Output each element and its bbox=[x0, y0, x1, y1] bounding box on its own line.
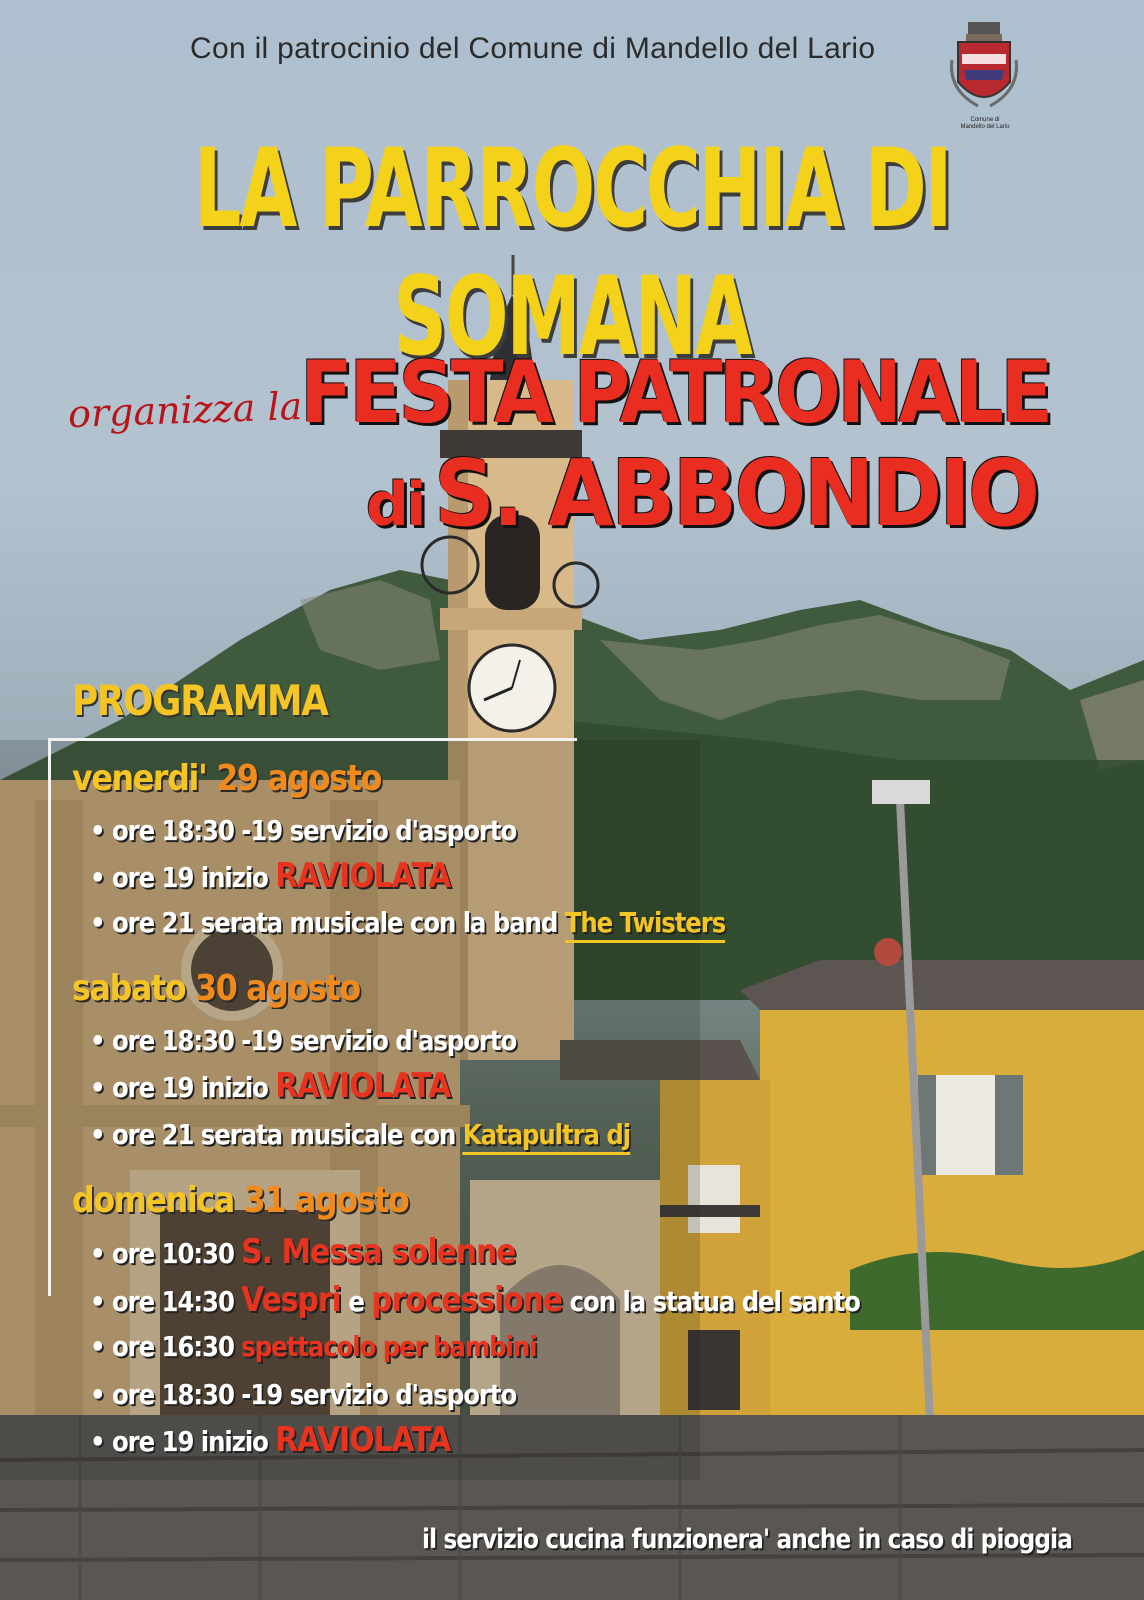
program-item bbox=[90, 1024, 516, 1057]
program-item bbox=[90, 1280, 860, 1320]
program-item bbox=[90, 856, 450, 896]
program-item bbox=[90, 1066, 450, 1106]
program-item-highlight: RAVIOLATA bbox=[275, 1066, 451, 1106]
program-item-highlight: RAVIOLATA bbox=[275, 1420, 451, 1460]
program-item-highlight: S. Messa solenne bbox=[241, 1232, 516, 1272]
program-item-highlight: processione bbox=[371, 1280, 563, 1320]
program-item bbox=[90, 1118, 630, 1151]
program-item-highlight: spettacolo per bambini bbox=[241, 1330, 537, 1363]
program-item-text: • ore 19 inizio bbox=[90, 861, 276, 894]
program-item bbox=[90, 906, 725, 939]
day-heading-sunday bbox=[72, 1180, 408, 1221]
roof bbox=[740, 960, 1144, 1010]
house-shutter bbox=[995, 1075, 1023, 1175]
program-item-text: • ore 19 inizio bbox=[90, 1071, 276, 1104]
bell-tower-cornice bbox=[440, 608, 582, 630]
program-item-text: • ore 21 serata musicale con la band bbox=[90, 906, 565, 939]
program-item-text: • ore 21 serata musicale con bbox=[90, 1118, 463, 1151]
saint-title-di: di bbox=[366, 470, 424, 540]
program-item-text: • ore 18:30 -19 servizio d'asporto bbox=[90, 1378, 517, 1411]
program-item-text: • ore 14:30 bbox=[90, 1285, 242, 1318]
street-lamp-head bbox=[872, 780, 930, 804]
band-name: The Twisters bbox=[565, 906, 725, 943]
day-date: 30 agosto bbox=[195, 968, 360, 1009]
parish-title: LA PARROCCHIA DI SOMANA bbox=[193, 123, 951, 381]
program-item-text: con la statua del santo bbox=[562, 1285, 860, 1318]
day-date: 29 agosto bbox=[216, 758, 382, 799]
dj-name: Katapultra dj bbox=[463, 1118, 630, 1155]
festa-title: FESTA PATRONALE bbox=[300, 343, 1050, 443]
program-item-text: • ore 19 inizio bbox=[90, 1425, 276, 1458]
comune-crest-icon bbox=[948, 20, 1020, 116]
saint-name: S. ABBONDIO bbox=[433, 440, 1037, 547]
day-date: 31 agosto bbox=[243, 1180, 409, 1221]
program-item-text: • ore 18:30 -19 servizio d'asporto bbox=[90, 814, 517, 847]
day-name: venerdi' bbox=[72, 758, 207, 799]
program-item bbox=[90, 1330, 536, 1363]
day-name: domenica bbox=[72, 1180, 234, 1221]
house-window bbox=[935, 1075, 995, 1175]
saint-title bbox=[366, 440, 1089, 547]
program-item-text: e bbox=[340, 1285, 372, 1318]
yellow-house bbox=[760, 1010, 1144, 1420]
program-item bbox=[90, 1420, 450, 1460]
organizza-text: organizza la bbox=[67, 383, 303, 437]
crest-caption-line: Comune di bbox=[970, 117, 1000, 123]
program-item bbox=[90, 814, 516, 847]
program-item bbox=[90, 1232, 515, 1272]
day-heading-saturday bbox=[72, 968, 360, 1009]
rain-note: il servizio cucina funzionera' anche in caso di pioggia bbox=[422, 1524, 1073, 1555]
satellite-dish bbox=[874, 938, 902, 966]
crest-caption-line: Mandello del Lario bbox=[960, 124, 1010, 130]
program-item bbox=[90, 1378, 516, 1411]
program-item-text: • ore 10:30 bbox=[90, 1237, 242, 1270]
program-item-text: • ore 16:30 bbox=[90, 1330, 242, 1363]
program-item-highlight: RAVIOLATA bbox=[275, 856, 451, 896]
program-item-highlight: Vespri bbox=[241, 1280, 341, 1320]
day-name: sabato bbox=[72, 968, 186, 1009]
programma-heading: PROGRAMMA bbox=[72, 676, 328, 725]
program-item-text: • ore 18:30 -19 servizio d'asporto bbox=[90, 1024, 517, 1057]
patronage-line: Con il patrocinio del Comune di Mandello del Lario bbox=[190, 32, 876, 65]
day-heading-friday bbox=[72, 758, 381, 799]
